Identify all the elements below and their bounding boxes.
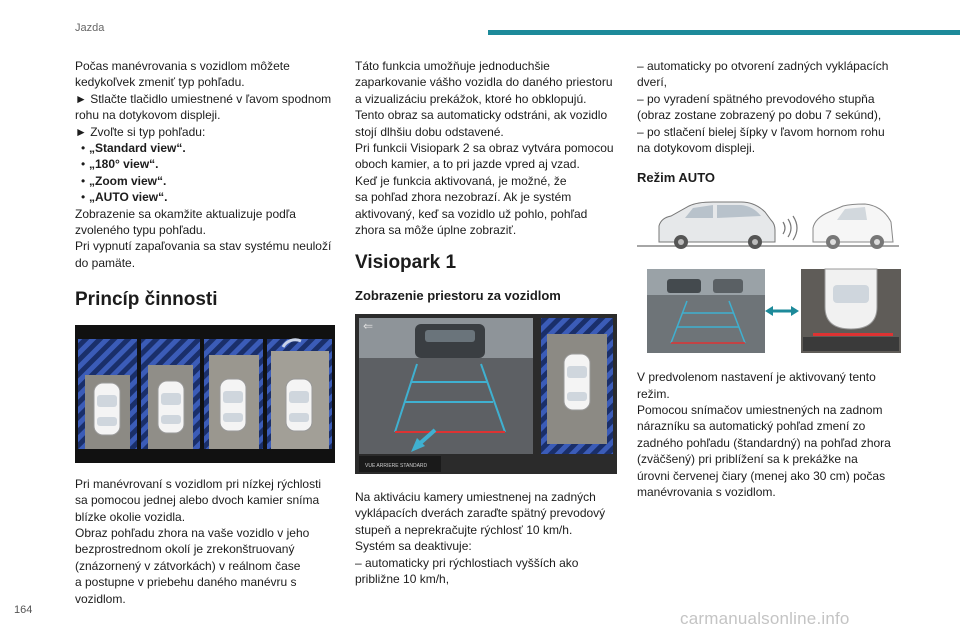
text-line: aktivovaný, keď sa vozidlo už pohlo, pohľad (355, 206, 588, 221)
auto-mode-screens-image (637, 267, 902, 355)
text-line: Obraz pohľadu zhora na vaše vozidlo v jeho (75, 525, 310, 540)
text-line: Pri funkcii Visiopark 2 sa obraz vytvára pomocou (355, 141, 614, 156)
list-item: • „Zoom view“. (81, 173, 167, 188)
text-line: dverí, (637, 75, 668, 90)
text-line: Táto funkcia umožňuje jednoduchšie (355, 59, 550, 73)
text-line: a postupne v priebehu daného manévru s (75, 575, 297, 590)
auto-mode-screens-illustration (637, 267, 902, 359)
text-line: – po stlačení bielej šípky v ľavom hornom rohu (637, 124, 885, 139)
text-line: Pri manévrovaní s vozidlom pri nízkej rýchlosti (75, 476, 322, 491)
text-line: sa pohľad zhora nezobrazí. Ak je systém (355, 190, 572, 205)
text-line: nárazníku sa automatický pohľad zmení zo (637, 419, 866, 434)
text-line: zaparkovanie vášho vozidla do daného priestoru (355, 75, 613, 90)
text-line: – po vyradení spätného prevodového stupňa (637, 91, 875, 106)
view-option-zoom: „Zoom view“. (89, 173, 167, 188)
text-line: do pamäte. (75, 255, 136, 270)
column-2 (355, 58, 620, 587)
rear-camera-screen-image (355, 314, 617, 474)
rear-camera-illustration (355, 314, 620, 478)
text-line: Keď je funkcia aktivovaná, je možné, že (355, 173, 567, 188)
page-number: 164 (14, 604, 33, 616)
text-line: vyklápacích dverách zaraďte spätný prevodový (355, 506, 606, 521)
top-view-panels-image (75, 325, 335, 463)
top-view-illustration (75, 325, 337, 467)
text-line: manévrovania s vozidlom. (637, 485, 776, 500)
text-line: oboch kamier, a to pri jazde vpred aj vzad. (355, 157, 580, 172)
text-line: Na aktiváciu kamery umiestnenej na zadných (355, 489, 596, 504)
text-line: stupeň a neprekračujte rýchlosť 10 km/h. (355, 522, 573, 537)
text-line: Tento obraz sa automaticky odstráni, ak vozidlo (355, 108, 608, 123)
text-line: vozidlom. (75, 591, 126, 606)
text-line: zhora sa môže úplne zobraziť. (355, 223, 517, 238)
view-option-auto: „AUTO view“. (89, 190, 168, 205)
header-accent-bar (488, 30, 960, 35)
text-line: (obraz zostane zobrazený po dobu 7 sekúnd), (637, 108, 882, 123)
column-3 (637, 58, 902, 501)
subsection-heading: Zobrazenie priestoru za vozidlom (355, 288, 561, 304)
list-item: • „AUTO view“. (81, 190, 168, 205)
column-1 (75, 58, 337, 607)
view-option-standard: „Standard view“. (89, 141, 186, 156)
text-line: na dotykovom displeji. (637, 141, 756, 156)
text-line: režim. (637, 386, 670, 401)
auto-mode-car-illustration (637, 196, 902, 258)
text-line: blízke okolie vozidla. (75, 509, 186, 524)
text-line: (znázornený v zátvorkách) v reálnom čase (75, 558, 301, 573)
text-line: zvoleného typu pohľadu. (75, 223, 206, 238)
subsection-heading: Režim AUTO (637, 170, 716, 186)
text-line: bezprostrednom okolí je zrekonštruovaný (75, 542, 295, 557)
watermark-text: carmanualsonline.info (680, 609, 850, 628)
text-line: stojí dlhšiu dobu odstavené. (355, 124, 504, 139)
text-line: (zväčšený) pri priblížení sa k prekážke na (637, 452, 858, 467)
text-line: ► Stlačte tlačidlo umiestnené v ľavom spodnom (75, 91, 332, 106)
text-line: a vizualizáciu prekážok, ktoré ho obklopujú. (355, 91, 587, 106)
section-heading: Visiopark 1 (355, 252, 457, 274)
text-line: rohu na dotykovom displeji. (75, 108, 221, 123)
text-line: Zobrazenie sa okamžite aktualizuje podľa (75, 206, 296, 221)
text-line: Pri vypnutí zapaľovania sa stav systému neuloží (75, 239, 332, 254)
header-section-label: Jazda (75, 22, 105, 34)
section-heading: Princíp činnosti (75, 289, 218, 311)
text-line: približne 10 km/h, (355, 571, 450, 586)
list-item: • „Standard view“. (81, 141, 186, 156)
screen-caption: VUE ARRIERE STANDARD (365, 463, 428, 470)
text-line: úrovni červenej čiary (menej ako 30 cm) počas (637, 468, 886, 483)
text-line: kedykoľvek zmeniť typ pohľadu. (75, 75, 245, 90)
svg-text:⇐: ⇐ (363, 319, 374, 334)
text-line: Počas manévrovania s vozidlom môžete (75, 59, 290, 73)
text-line: – automaticky po otvorení zadných vyklápacích (637, 59, 889, 73)
text-line: zadného pohľadu (štandardný) na pohľad zhora (637, 435, 891, 450)
text-line: – automaticky pri rýchlostiach vyšších ako (355, 555, 579, 570)
cars-side-view-image (637, 196, 902, 254)
text-line: Pomocou snímačov umiestnených na zadnom (637, 403, 883, 418)
view-option-180: „180° view“. (89, 157, 159, 172)
text-line: sa pomocou jednej alebo dvoch kamier sníma (75, 493, 320, 508)
list-item: • „180° view“. (81, 157, 159, 172)
text-line: Systém sa deaktivuje: (355, 539, 472, 554)
text-line: ► Zvoľte si typ pohľadu: (75, 124, 206, 139)
text-line: V predvolenom nastavení je aktivovaný tento (637, 370, 876, 385)
